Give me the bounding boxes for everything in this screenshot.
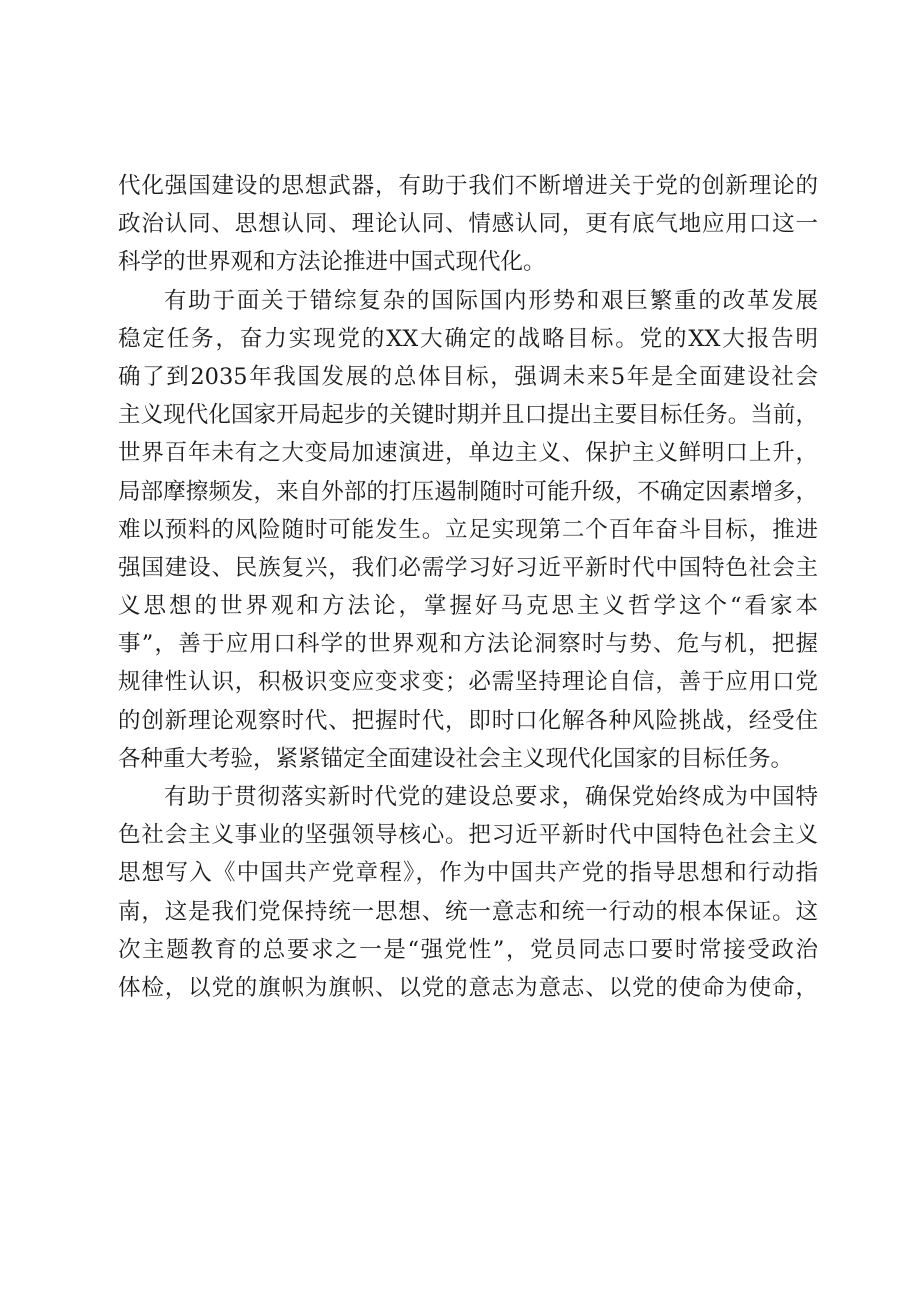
paragraph-2-line-1: 有助于面关于错综复杂的国际国内形势和艰巨繁重的改革发展 bbox=[164, 287, 818, 314]
paragraph-1-line-1: 代化强国建设的思想武器，有助于我们不断增进关于党的创新理论的 bbox=[118, 173, 818, 199]
paragraph-2-line-13: 各种重大考验，紧紧锚定全面建设社会主义现代化国家的目标任务。 bbox=[118, 745, 794, 772]
paragraph-2-line-12: 的创新理论观察时代、把握时代，即时口化解各种风险挑战，经受住 bbox=[118, 707, 818, 734]
paragraph-2-line-9: 义思想的世界观和方法论，掌握好马克思主义哲学这个“看家本 bbox=[118, 593, 818, 620]
paragraph-3-line-1: 有助于贯彻落实新时代党的建设总要求，确保党始终成为中国特 bbox=[164, 784, 818, 810]
paragraph-1-line-2: 政治认同、思想认同、理论认同、情感认同，更有底气地应用口这一 bbox=[118, 211, 818, 238]
paragraph-2-line-3: 确了到2035年我国发展的总体目标，强调未来5年是全面建设社会 bbox=[118, 363, 818, 390]
paragraph-2-line-8: 强国建设、民族复兴，我们必需学习好习近平新时代中国特色社会主 bbox=[118, 554, 818, 581]
document-body bbox=[118, 167, 818, 1007]
paragraph-3-line-4: 南，这是我们党保持统一思想、统一意志和统一行动的根本保证。这 bbox=[118, 898, 818, 925]
paragraph-1-line-3: 科学的世界观和方法论推进中国式现代化。 bbox=[118, 249, 546, 276]
paragraph-2-line-11: 规律性认识，积极识变应变求变；必需坚持理论自信，善于应用口党 bbox=[118, 669, 818, 696]
paragraph-3-line-5: 次主题教育的总要求之一是“强党性”，党员同志口要时常接受政治 bbox=[118, 936, 818, 963]
paragraph-2-line-10: 事”，善于应用口科学的世界观和方法论洞察时与势、危与机，把握 bbox=[118, 631, 818, 658]
paragraph-2-line-6: 局部摩擦频发，来自外部的打压遏制随时可能升级，不确定因素增多， bbox=[118, 478, 818, 505]
paragraph-2-line-2: 稳定任务，奋力实现党的XX大确定的战略目标。党的XX大报告明 bbox=[118, 325, 818, 352]
paragraph-2-line-5: 世界百年未有之大变局加速演进，单边主义、保护主义鲜明口上升， bbox=[118, 440, 818, 467]
paragraph-3-line-6: 体检，以党的旗帜为旗帜、以党的意志为意志、以党的使命为使命， bbox=[118, 974, 818, 1001]
paragraph-2-line-4: 主义现代化国家开局起步的关键时期并且口提出主要目标任务。当前， bbox=[118, 402, 818, 429]
paragraph-2-line-7: 难以预料的风险随时可能发生。立足实现第二个百年奋斗目标，推进 bbox=[118, 516, 818, 543]
paragraph-3-line-3: 思想写入《中国共产党章程》，作为中国共产党的指导思想和行动指 bbox=[118, 860, 818, 887]
paragraph-3-line-2: 色社会主义事业的坚强领导核心。把习近平新时代中国特色社会主义 bbox=[118, 822, 818, 849]
